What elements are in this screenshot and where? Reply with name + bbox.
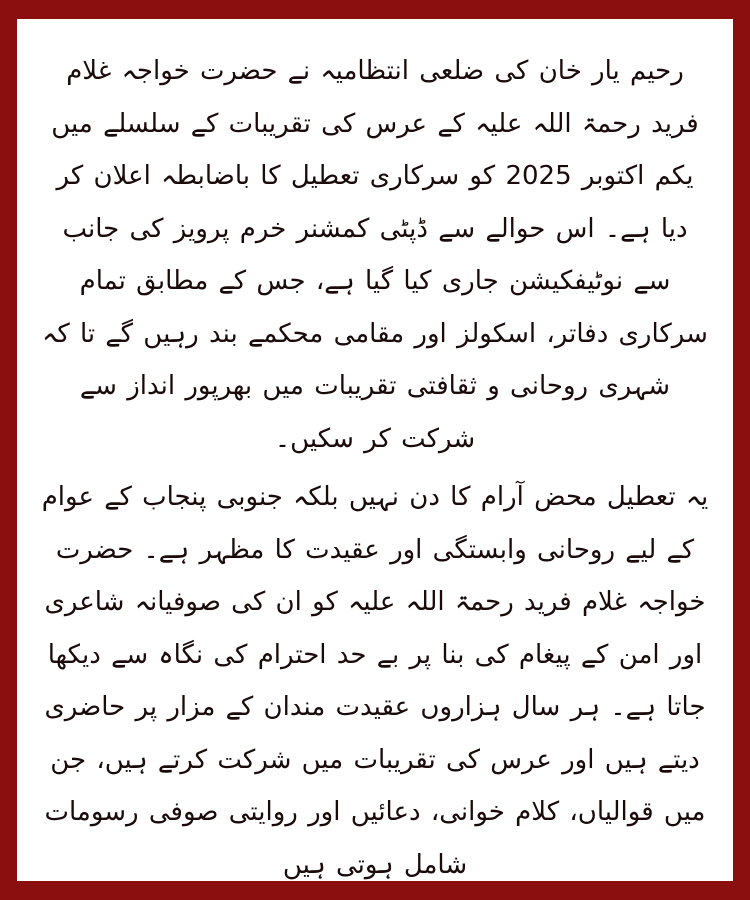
paragraph-2: یہ تعطیل محض آرام کا دن نہیں بلکہ جنوبی پنجاب کے عوام کے لیے روحانی وابستگی اور عقیدت کا مظہر ہے۔ حضرت خواجہ غلام فرید رحمۃ اللہ علیہ کو ان کی صوفیانہ شاعری اور امن کے پیغام کی بنا پر بے حد احترام کی نگاہ سے دیکھا جاتا ہے۔ ہر سال ہزاروں عقیدت مندان کے مزار پر حاضری دیتے ہیں اور عرس کی تقریبات میں شرکت کرتے ہیں، جن میں قوالیاں، کلام خوانی، دعائیں اور روایتی صوفی رسومات شامل ہوتی ہیں: [41, 482, 709, 880]
article-body: [39, 45, 711, 891]
document-sheet: [16, 18, 734, 882]
paragraph-1: رحیم یار خان کی ضلعی انتظامیہ نے حضرت خواجہ غلام فرید رحمۃ اللہ علیہ کے عرس کی تقریبات کے سلسلے میں یکم اکتوبر 2025 کو سرکاری تعطیل کا باضابطہ اعلان کر دیا ہے۔ اس حوالے سے ڈپٹی کمشنر خرم پرویز کی جانب سے نوٹیفکیشن جاری کیا گیا ہے، جس کے مطابق تمام سرکاری دفاتر، اسکولز اور مقامی محکمے بند رہیں گے تا کہ شہری روحانی و ثقافتی تقریبات میں بھرپور انداز سے شرکت کر سکیں۔: [42, 56, 708, 454]
